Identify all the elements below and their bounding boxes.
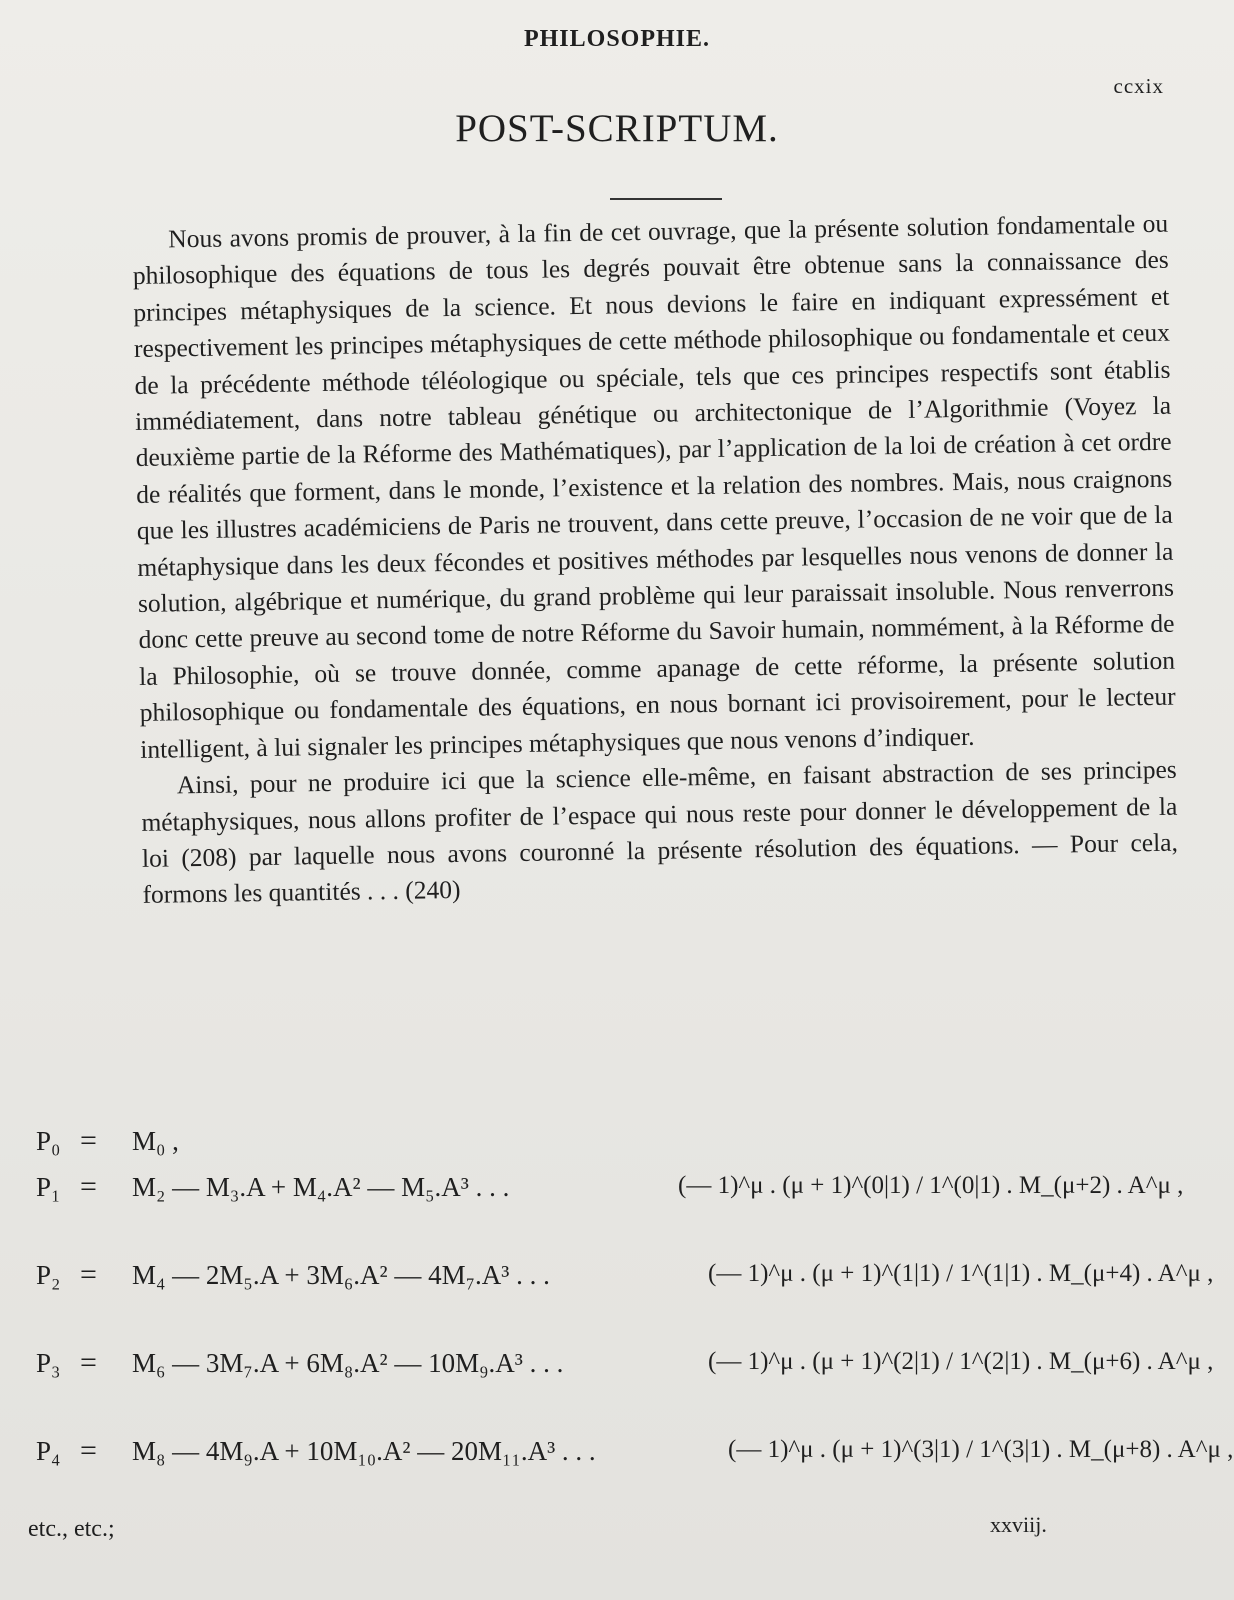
formula-lhs: P₂ <box>36 1260 61 1290</box>
footer-etc: etc., etc.; <box>28 1516 115 1542</box>
formula-lhs: P₁ <box>36 1172 61 1202</box>
formula-general-term: (— 1)^μ . (μ + 1)^(1|1) / 1^(1|1) . M_(μ+4) . A^μ , <box>708 1260 1214 1287</box>
formula-general-term: (— 1)^μ . (μ + 1)^(2|1) / 1^(2|1) . M_(μ+6) . A^μ , <box>708 1348 1214 1375</box>
formula-row-p2 <box>28 1252 1214 1340</box>
formula-lhs: P₃ <box>36 1348 61 1378</box>
page-title: POST-SCRIPTUM. <box>455 107 779 150</box>
formula-rhs: M₄ — 2M₅.A + 3M₆.A² — 4M₇.A³ . . . <box>132 1260 550 1290</box>
running-head: PHILOSOPHIE. <box>523 26 711 52</box>
formula-block <box>28 1118 1234 1516</box>
equals-sign: = <box>80 1346 97 1379</box>
signature-mark: xxviij. <box>990 1512 1047 1537</box>
equals-sign: = <box>80 1124 97 1157</box>
equals-sign: = <box>80 1170 97 1203</box>
paragraph-2: Ainsi, pour ne produire ici que la science elle-même, en faisant abstraction de ses principes métaphysiques, nous allons profiter de l’espace qui nous reste pour donner le développement de la loi (208) par laquelle nous avons couronné la présente résolution des équations. — Pour cela, formons les quantités . . . (240) <box>141 754 1179 910</box>
paragraph-1: Nous avons promis de prouver, à la fin de cet ouvrage, que la présente solution fondamentale ou philosophique des équations de tous les degrés pouvait être obtenue sans la connaissance des principes métaphysiques de la science. Et nous devions le faire en indiquant expressément et respectivement les principes métaphysiques de cette méthode philosophique ou fondamentale et ceux de la précédente méthode téléologique ou spéciale, tels que ces principes respectifs sont établis immédiatement, dans notre tableau génétique ou architectonique de l’Algorithmie (Voyez la deuxième partie de la Réforme des Mathématiques), par l’application de la loi de création à cet ordre de réalités que forment, dans le monde, l’existence et la relation des nombres. Mais, nous craignons que les illustres académiciens de Paris ne trouvent, dans cette preuve, l’occasion de ne voir que de la métaphysique dans les deux fécondes et positives méthodes par lesquelles nous venons de donner la solution, algébrique et numérique, du grand problème qui leur paraissait insoluble. Nous renverrons donc cette preuve au second tome de notre Réforme du Savoir humain, nommément, à la Réforme de la Philosophie, où se trouve donnée, comme apanage de cette réforme, la présente solution philosophique ou fondamentale des équations, en nous bornant ici provisoirement, pour le lecteur intelligent, à lui signaler les principes métaphysiques que nous venons d’indiquer. <box>132 208 1176 764</box>
title-rule <box>610 198 722 200</box>
formula-row-p0 <box>28 1118 1208 1164</box>
equals-sign: = <box>80 1434 97 1467</box>
formula-row-p4 <box>28 1428 1234 1516</box>
formula-lhs: P₄ <box>36 1436 61 1466</box>
formula-general-term: (— 1)^μ . (μ + 1)^(3|1) / 1^(3|1) . M_(μ+8) . A^μ , <box>728 1436 1234 1463</box>
formula-lhs: P₀ <box>36 1126 61 1156</box>
equals-sign: = <box>80 1258 97 1291</box>
formula-rhs: M₂ — M₃.A + M₄.A² — M₅.A³ . . . <box>132 1172 510 1202</box>
formula-rhs: M₀ , <box>132 1126 179 1156</box>
formula-row-p1 <box>28 1164 1208 1252</box>
formula-rhs: M₆ — 3M₇.A + 6M₈.A² — 10M₉.A³ . . . <box>132 1348 564 1378</box>
body-text <box>132 206 1179 914</box>
page-folio: ccxix <box>1113 74 1164 98</box>
formula-row-p3 <box>28 1340 1214 1428</box>
formula-rhs: M₈ — 4M₉.A + 10M₁₀.A² — 20M₁₁.A³ . . . <box>132 1436 596 1466</box>
formula-general-term: (— 1)^μ . (μ + 1)^(0|1) / 1^(0|1) . M_(μ+2) . A^μ , <box>678 1172 1184 1199</box>
